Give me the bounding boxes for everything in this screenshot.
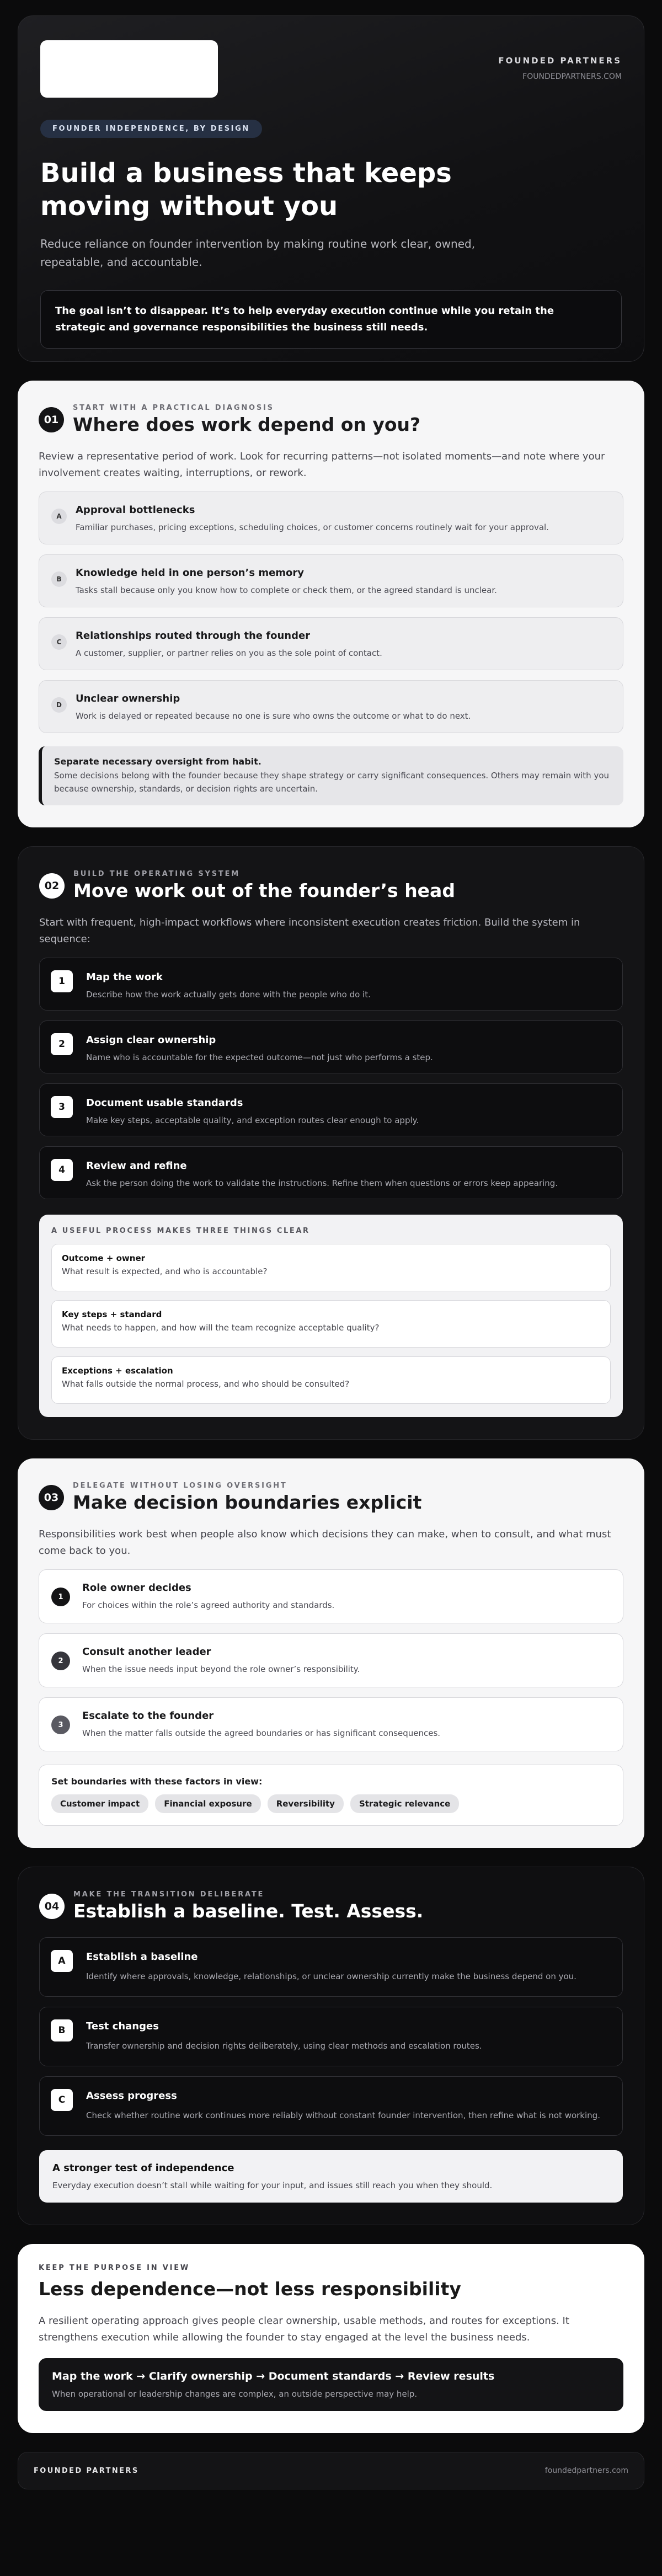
factors-title: Set boundaries with these factors in view: (51, 1776, 263, 1787)
item-title: Knowledge held in one person’s memory (76, 567, 305, 579)
section-transition (18, 1867, 644, 2225)
flow-desc: When operational or leadership changes are complex, an outside perspective may help. (52, 2389, 418, 2399)
section-title: Less dependence—not less responsibility (39, 2278, 461, 2300)
level-badge: 2 (51, 1652, 70, 1670)
section-number: 03 (39, 1485, 64, 1510)
footer-link[interactable]: foundedpartners.com (544, 2466, 628, 2475)
factor-chip: Reversibility (268, 1794, 344, 1813)
section-eyebrow: MAKE THE TRANSITION DELIBERATE (73, 1890, 265, 1899)
item-title: Relationships routed through the founder (76, 630, 311, 642)
section-number: 04 (39, 1894, 65, 1919)
step-item (39, 1146, 623, 1199)
note-desc: Some decisions belong with the founder because they shape strategy or carry significant consequences. Others may remain with you because ownership, standards, or decision rights are uncertain. (54, 771, 610, 794)
item-desc: Tasks stall because only you know how to complete or check them, or the agreed standard is unclear. (76, 585, 497, 595)
item-desc: Familiar purchases, pricing exceptions, scheduling choices, or customer concerns routinely wait for your approval. (76, 522, 549, 532)
section-title: Make decision boundaries explicit (73, 1492, 422, 1513)
step-desc: Describe how the work actually gets done with the people who do it. (86, 990, 371, 1000)
step-desc: Name who is accountable for the expected outcome—not just who performs a step. (86, 1052, 433, 1062)
list-item (39, 554, 623, 607)
item-desc: Work is delayed or repeated because no one is sure who owns the outcome or what to do next. (76, 711, 471, 721)
section-number: 01 (39, 407, 64, 432)
phase-item (39, 2076, 623, 2136)
flow-title: Map the work → Clarify ownership → Document standards → Review results (52, 2370, 495, 2382)
test-desc: Everyday execution doesn’t stall while waiting for your input, and issues still reach you when they should. (52, 2180, 493, 2190)
section-intro: Start with frequent, high-impact workflows where inconsistent execution creates friction. Build the system in sequence: (39, 917, 580, 945)
item-title: Unclear ownership (76, 693, 180, 704)
section-title: Where does work depend on you? (73, 414, 421, 435)
step-item (39, 1083, 623, 1136)
level-desc: For choices within the role’s agreed authority and standards. (82, 1600, 335, 1610)
letter-badge: D (51, 697, 67, 713)
useful-item-desc: What result is expected, and who is accountable? (62, 1266, 268, 1276)
phase-desc: Identify where approvals, knowledge, relationships, or unclear ownership currently make the business depend on you. (86, 1971, 576, 1981)
phase-letter: C (51, 2089, 73, 2111)
goal-callout: The goal isn’t to disappear. It’s to help everyday execution continue while you retain the strategic and governance responsibilities the business still needs. (40, 290, 622, 349)
list-item (39, 491, 623, 544)
phase-title: Establish a baseline (86, 1951, 198, 1963)
phase-letter: B (51, 2019, 73, 2041)
phase-desc: Transfer ownership and decision rights deliberately, using clear methods and escalation routes. (86, 2041, 482, 2051)
step-item (39, 958, 623, 1011)
section-diagnosis (18, 381, 644, 827)
level-badge: 3 (51, 1715, 70, 1734)
level-desc: When the matter falls outside the agreed boundaries or has significant consequences. (82, 1728, 441, 1738)
list-item (39, 617, 623, 670)
hero-title: Build a business that keeps moving without you (40, 158, 452, 222)
oversight-note (39, 746, 623, 805)
useful-item (51, 1244, 611, 1291)
phase-desc: Check whether routine work continues more reliably without constant founder intervention, then refine what is not working. (86, 2110, 600, 2120)
step-title: Document usable standards (86, 1097, 243, 1109)
level-title: Role owner decides (82, 1582, 191, 1594)
useful-item-desc: What needs to happen, and how will the team recognize acceptable quality? (62, 1323, 380, 1333)
note-title: Separate necessary oversight from habit. (54, 756, 261, 767)
letter-badge: A (51, 509, 67, 524)
independence-test (39, 2150, 623, 2203)
flow-callout (39, 2358, 623, 2411)
brand-name: FOUNDED PARTNERS (498, 56, 622, 66)
level-title: Consult another leader (82, 1646, 211, 1658)
section-eyebrow: START WITH A PRACTICAL DIAGNOSIS (73, 404, 274, 412)
section-purpose (18, 2244, 644, 2433)
section-intro: Responsibilities work best when people also know which decisions they can make, when to consult, and what must come back to you. (39, 1529, 611, 1557)
hero-section (18, 15, 644, 362)
footer (18, 2452, 644, 2489)
panel-title: A USEFUL PROCESS MAKES THREE THINGS CLEAR (51, 1227, 310, 1235)
phase-letter: A (51, 1950, 73, 1972)
decision-level (39, 1697, 623, 1751)
section-title: Establish a baseline. Test. Assess. (73, 1900, 424, 1922)
section-intro: Review a representative period of work. Look for recurring patterns—not isolated moments—and note where your involvement creates waiting, interruptions, or rework. (39, 451, 605, 479)
factor-chip: Financial exposure (155, 1794, 260, 1813)
step-item (39, 1020, 623, 1073)
brand-block (498, 56, 622, 81)
phase-title: Assess progress (86, 2090, 177, 2102)
hero-lede: Reduce reliance on founder intervention by making routine work clear, owned, repeatable, and accountable. (40, 237, 476, 269)
boundary-factors (39, 1765, 623, 1826)
step-number: 1 (51, 970, 73, 992)
section-eyebrow: KEEP THE PURPOSE IN VIEW (39, 2264, 190, 2272)
test-title: A stronger test of independence (52, 2162, 234, 2174)
section-decision-boundaries (18, 1458, 644, 1848)
section-intro: A resilient operating approach gives people clear ownership, usable methods, and routes for exceptions. It strengthens execution while allowing the founder to stay engaged at the level the business needs. (39, 2315, 569, 2343)
step-number: 4 (51, 1159, 73, 1181)
item-title: Approval bottlenecks (76, 504, 195, 516)
hero-pill: FOUNDER INDEPENDENCE, BY DESIGN (40, 120, 262, 138)
step-desc: Ask the person doing the work to validate the instructions. Refine them when questions or errors keep appearing. (86, 1178, 558, 1188)
level-desc: When the issue needs input beyond the role owner’s responsibility. (82, 1664, 360, 1674)
list-item (39, 680, 623, 733)
section-number: 02 (39, 873, 65, 899)
section-eyebrow: DELEGATE WITHOUT LOSING OVERSIGHT (73, 1482, 287, 1490)
useful-process-panel (39, 1215, 623, 1417)
useful-item (51, 1356, 611, 1404)
step-title: Assign clear ownership (86, 1034, 216, 1046)
factor-chip: Customer impact (51, 1794, 148, 1813)
step-title: Review and refine (86, 1160, 187, 1172)
decision-level (39, 1633, 623, 1687)
phase-item (39, 1937, 623, 1997)
item-desc: A customer, supplier, or partner relies on you as the sole point of contact. (76, 648, 382, 658)
section-eyebrow: BUILD THE OPERATING SYSTEM (73, 870, 240, 878)
letter-badge: C (51, 634, 67, 650)
level-title: Escalate to the founder (82, 1710, 214, 1722)
section-title: Move work out of the founder’s head (73, 880, 455, 901)
useful-item-title: Outcome + owner (62, 1253, 146, 1263)
step-number: 3 (51, 1096, 73, 1118)
step-number: 2 (51, 1033, 73, 1055)
footer-brand: FOUNDED PARTNERS (34, 2466, 139, 2475)
useful-item-desc: What falls outside the normal process, and who should be consulted? (62, 1379, 350, 1389)
letter-badge: B (51, 571, 67, 587)
factor-chip: Strategic relevance (350, 1794, 459, 1813)
useful-item (51, 1300, 611, 1348)
brand-url[interactable]: FOUNDEDPARTNERS.COM (522, 72, 622, 81)
section-operating-system (18, 846, 644, 1440)
decision-level (39, 1569, 623, 1623)
step-title: Map the work (86, 971, 163, 983)
useful-item-title: Exceptions + escalation (62, 1366, 173, 1376)
level-badge: 1 (51, 1588, 70, 1606)
step-desc: Make key steps, acceptable quality, and exception routes clear enough to apply. (86, 1115, 419, 1125)
logo (40, 40, 218, 98)
phase-item (39, 2007, 623, 2066)
useful-item-title: Key steps + standard (62, 1310, 162, 1319)
phase-title: Test changes (86, 2021, 159, 2032)
